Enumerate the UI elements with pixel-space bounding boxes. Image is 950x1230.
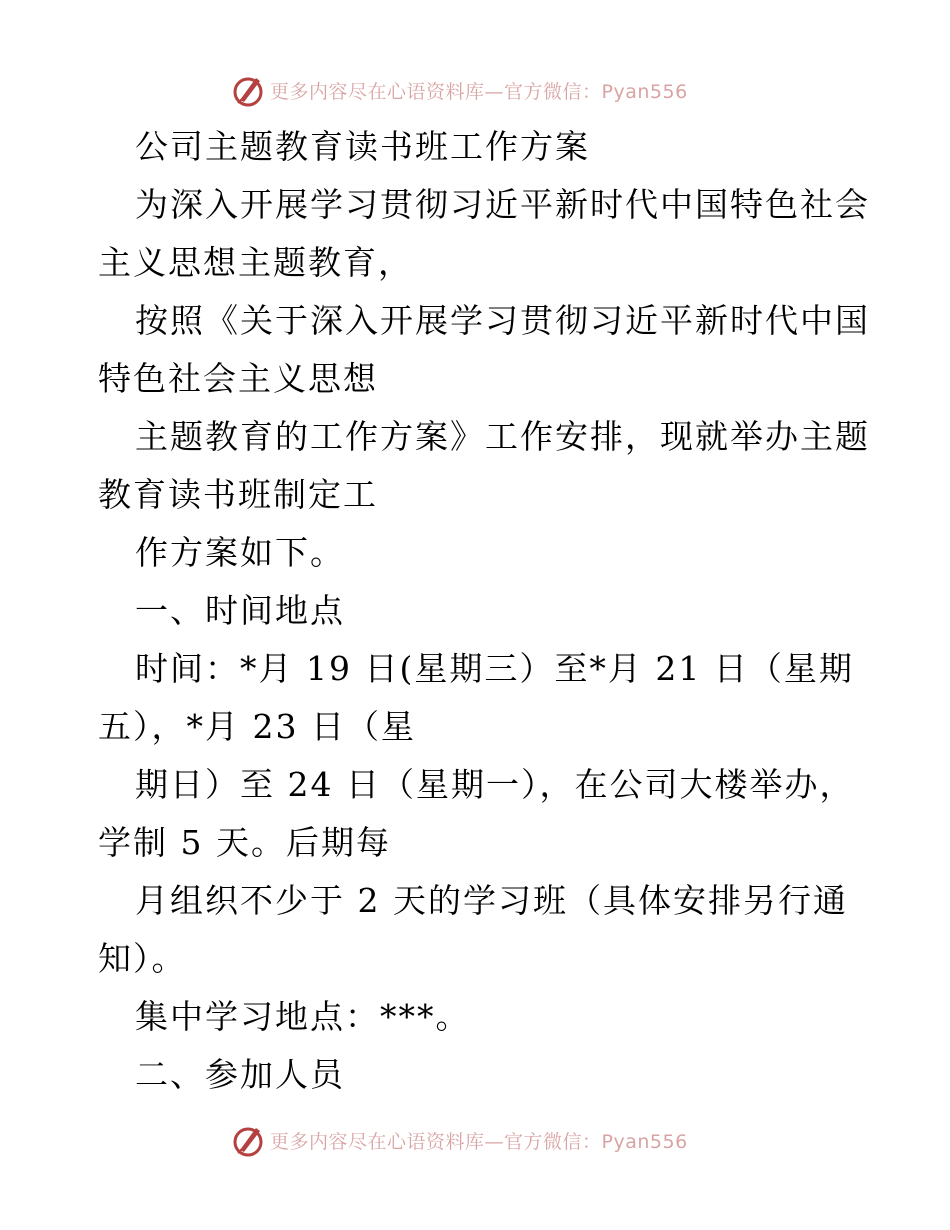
red-quill-logo-icon [230,72,266,108]
paragraph-line: 作方案如下。 [135,533,345,572]
watermark-wechat-label: 官方微信： [504,1130,602,1153]
paragraph-line: 特色社会主义思想 [98,359,378,398]
paragraph-line: 知）。 [98,939,187,978]
paragraph-line: 集中学习地点：***。 [135,997,471,1036]
section-heading: 二、参加人员 [135,1055,345,1094]
watermark-banner-bottom [230,1120,730,1160]
paragraph-line: 按照《关于深入开展学习贯彻习近平新时代中国 [135,301,870,340]
paragraph-line: 主义思想主题教育， [98,243,413,282]
watermark-wechat-id: Pyan556 [601,1130,688,1153]
watermark-site-text: 更多内容尽在心语资料库 [270,80,485,103]
paragraph-line: 主题教育的工作方案》工作安排，现就举办主题 [135,417,870,456]
watermark-banner-top [230,70,730,110]
paragraph-line: 月组织不少于 2 天的学习班（具体安排另行通 [135,881,848,920]
red-quill-logo-icon [230,1122,266,1158]
watermark-wechat-label: 官方微信： [504,80,602,103]
watermark-wechat-id: Pyan556 [601,80,688,103]
paragraph-line: 时间：*月 19 日(星期三）至*月 21 日（星期 [135,649,854,688]
watermark-dash: — [484,80,505,103]
paragraph-line: 学制 5 天。后期每 [98,823,391,862]
paragraph-line: 期日）至 24 日（星期一），在公司大楼举办， [135,765,855,804]
watermark-text [270,1127,688,1154]
paragraph-line: 为深入开展学习贯彻习近平新时代中国特色社会 [135,185,870,224]
watermark-site-text: 更多内容尽在心语资料库 [270,1130,485,1153]
document-title: 公司主题教育读书班工作方案 [135,127,590,166]
document-body [98,118,870,1104]
section-heading: 一、时间地点 [135,591,345,630]
paragraph-line: 教育读书班制定工 [98,475,378,514]
paragraph-line: 五），*月 23 日（星 [98,707,416,746]
watermark-text [270,77,688,104]
watermark-dash: — [484,1130,505,1153]
